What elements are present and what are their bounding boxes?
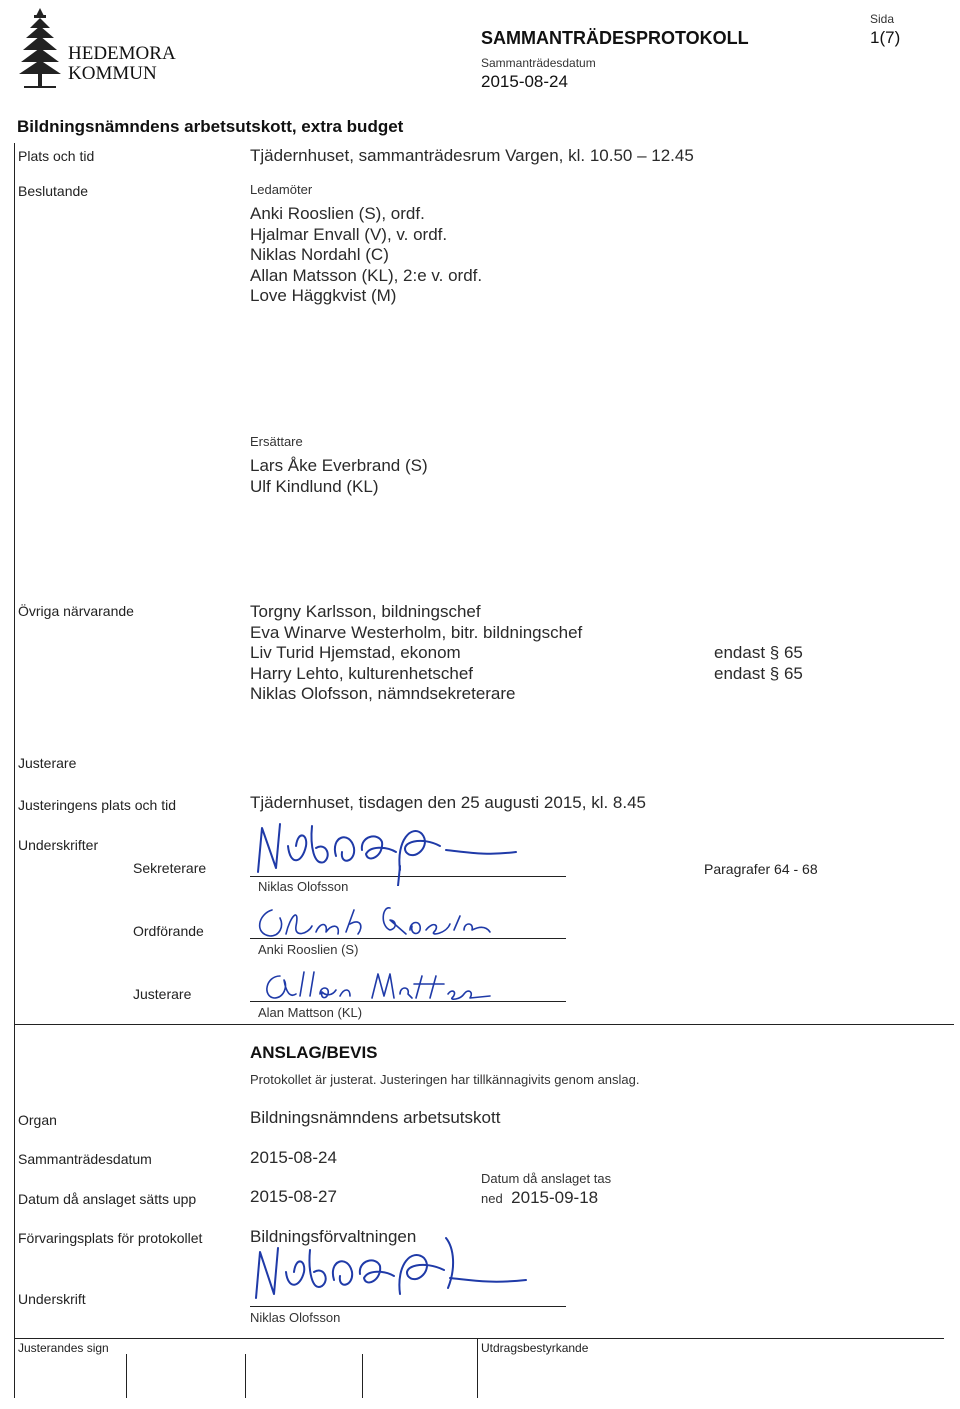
notice-signature-line	[250, 1306, 566, 1307]
adjust-place-label: Justeringens plats och tid	[18, 797, 176, 813]
other-person: Niklas Olofsson, nämndsekreterare	[250, 684, 516, 703]
member-item: Love Häggkvist (M)	[250, 286, 397, 305]
chair-name: Anki Rooslien (S)	[258, 942, 359, 957]
notice-meeting-date-value: 2015-08-24	[250, 1148, 337, 1167]
other-person: Harry Lehto, kulturenhetschef	[250, 663, 474, 683]
sign-box-divider	[245, 1354, 246, 1398]
storage-label: Förvaringsplats för protokollet	[18, 1230, 203, 1246]
others-label: Övriga närvarande	[18, 603, 134, 619]
other-person: Liv Turid Hjemstad, ekonom	[250, 643, 461, 662]
adjuster-signature-line	[250, 1001, 566, 1002]
members-heading: Ledamöter	[250, 182, 313, 197]
member-item: Anki Rooslien (S), ordf.	[250, 204, 425, 223]
other-person: Torgny Karlsson, bildningschef	[250, 602, 481, 621]
posted-date-value: 2015-08-27	[250, 1187, 337, 1206]
removed-date-label-line1: Datum då anslaget tas	[481, 1171, 612, 1186]
meeting-date: 2015-08-24	[481, 72, 568, 91]
tree-logo-icon	[16, 6, 64, 94]
member-item: Hjalmar Envall (V), v. ordf.	[250, 224, 448, 244]
notice-heading: ANSLAG/BEVIS	[250, 1043, 378, 1062]
place-value: Tjädernhuset, sammanträdesrum Vargen, kl. 10.50 – 12.45	[250, 146, 694, 165]
place-label: Plats och tid	[18, 148, 95, 164]
chair-role: Ordförande	[133, 923, 204, 939]
notice-signature-label: Underskrift	[18, 1291, 86, 1307]
removed-date-value: 2015-09-18	[511, 1188, 599, 1207]
page-title: Bildningsnämndens arbetsutskott, extra budget	[17, 117, 404, 136]
adjusters-label: Justerare	[18, 755, 77, 771]
page-label: Sida	[870, 12, 895, 26]
adjust-place-value: Tjädernhuset, tisdagen den 25 augusti 2015, kl. 8.45	[250, 793, 647, 812]
other-person: Eva Winarve Westerholm, bitr. bildningschef	[250, 622, 583, 642]
others-notes	[714, 643, 803, 684]
section-divider	[14, 1024, 954, 1025]
substitutes-list	[250, 456, 428, 497]
removed-date-row	[481, 1188, 598, 1208]
page-number: 1(7)	[870, 28, 901, 47]
meeting-date-label: Sammanträdesdatum	[481, 56, 596, 70]
sign-box-divider	[362, 1354, 363, 1398]
removed-date-label-line2: ned	[481, 1191, 503, 1206]
org-name-line2: KOMMUN	[68, 63, 157, 84]
substitute-item: Ulf Kindlund (KL)	[250, 476, 379, 496]
left-frame-line	[14, 143, 15, 1398]
member-item: Allan Matsson (KL), 2:e v. ordf.	[250, 265, 483, 285]
org-name-line1: HEDEMORA	[68, 43, 176, 64]
substitute-item: Lars Åke Everbrand (S)	[250, 456, 428, 475]
adjusters-sign-label: Justerandes sign	[18, 1341, 109, 1355]
org-name	[68, 44, 176, 84]
others-list	[250, 602, 582, 705]
adjuster-name: Alan Mattson (KL)	[258, 1005, 363, 1020]
other-person-note: endast § 65	[714, 643, 803, 662]
document-type: SAMMANTRÄDESPROTOKOLL	[481, 28, 749, 48]
footer-divider	[14, 1338, 944, 1339]
deciding-label: Beslutande	[18, 183, 89, 199]
extract-label: Utdragsbestyrkande	[481, 1341, 589, 1355]
adjuster-role: Justerare	[133, 986, 192, 1002]
posted-date-label: Datum då anslaget sätts upp	[18, 1191, 197, 1207]
organ-label: Organ	[18, 1112, 57, 1128]
substitutes-heading: Ersättare	[250, 434, 303, 449]
organ-value: Bildningsnämndens arbetsutskott	[250, 1108, 501, 1127]
signatures-label: Underskrifter	[18, 837, 99, 853]
secretary-signature-line	[250, 876, 566, 877]
notice-signature-name: Niklas Olofsson	[250, 1310, 341, 1325]
secretary-name: Niklas Olofsson	[258, 879, 349, 894]
storage-value: Bildningsförvaltningen	[250, 1227, 417, 1246]
notice-meeting-date-label: Sammanträdesdatum	[18, 1151, 152, 1167]
chair-signature-line	[250, 938, 566, 939]
paragraphs-range: Paragrafer 64 - 68	[704, 861, 818, 877]
members-list	[250, 204, 482, 307]
notice-text: Protokollet är justerat. Justeringen har tillkännagivits genom anslag.	[250, 1072, 640, 1087]
member-item: Niklas Nordahl (C)	[250, 245, 389, 264]
adjuster-signature-image	[254, 966, 514, 1006]
sign-box-divider	[126, 1354, 127, 1398]
secretary-role: Sekreterare	[133, 860, 207, 876]
extract-box-divider	[477, 1338, 478, 1398]
other-person-note: endast § 65	[714, 663, 803, 683]
secretary-signature-image	[250, 806, 520, 886]
